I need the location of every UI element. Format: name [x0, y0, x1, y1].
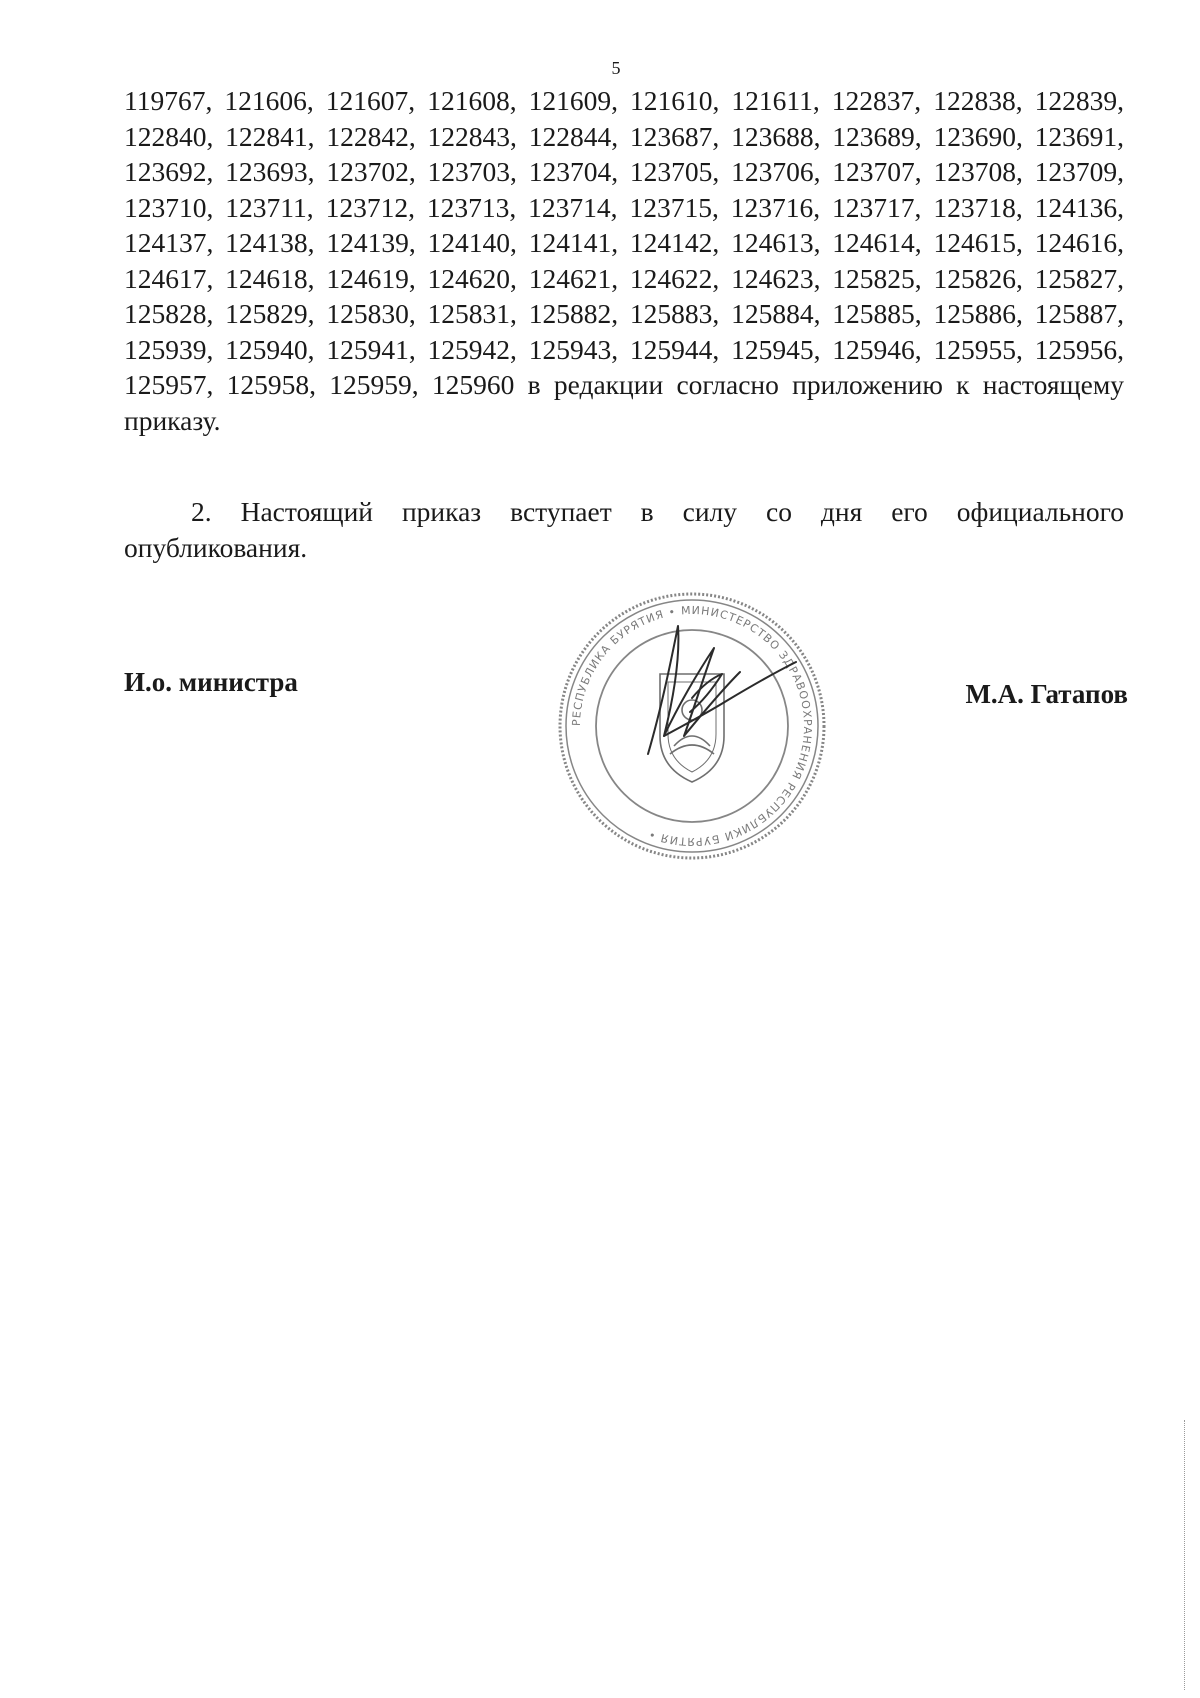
coat-of-arms-icon [660, 674, 724, 782]
svg-text:РЕСПУБЛИКА БУРЯТИЯ • МИНИСТЕРС: РЕСПУБЛИКА БУРЯТИЯ • МИНИСТЕРСТВО ЗДРАВООХРАНЕНИЯ РЕСПУБЛИКИ БУРЯТИЯ • [569, 603, 815, 849]
paragraph-1-line: 123692, 123693, 123702, 123703, 123704, 123705, 123706, 123707, 123708, 123709, [124, 156, 1124, 187]
paragraph-1-line: 125828, 125829, 125830, 125831, 125882, 125883, 125884, 125885, 125886, 125887, [124, 298, 1124, 329]
page-number: 5 [611, 58, 621, 78]
paragraph-1-line: 125957, 125958, 125959, 125960 в редакции согласно приложению к настоящему [124, 369, 1124, 400]
paragraph-2-line-1-text: 2. Настоящий приказ вступает в силу со дня его официального [191, 496, 1124, 527]
paragraph-2-line-1 [124, 494, 1124, 530]
scan-edge-divider [1184, 1420, 1186, 1690]
paragraph-1-line: 123710, 123711, 123712, 123713, 123714, 123715, 123716, 123717, 123718, 124136, [124, 191, 1124, 223]
paragraph-2 [124, 494, 1124, 565]
signatory-title: И.о. министра [124, 667, 298, 697]
paragraph-1-line: 119767, 121606, 121607, 121608, 121609, 121610, 121611, 122837, 122838, 122839, [124, 85, 1124, 116]
paragraph-2-line-2: опубликования. [124, 531, 308, 563]
paragraph-1-line: 124617, 124618, 124619, 124620, 124621, 124622, 124623, 125825, 125826, 125827, [124, 262, 1124, 294]
paragraph-1-line: 122840, 122841, 122842, 122843, 122844, 123687, 123688, 123689, 123690, 123691, [124, 120, 1124, 152]
signatory-name: М.А. Гатапов [965, 679, 1128, 709]
official-seal-stamp [552, 586, 832, 866]
paragraph-1 [124, 83, 1124, 438]
paragraph-1-line: 124137, 124138, 124139, 124140, 124141, 124142, 124613, 124614, 124615, 124616, [124, 227, 1124, 258]
paragraph-1-line: 125939, 125940, 125941, 125942, 125943, 125944, 125945, 125946, 125955, 125956, [124, 333, 1124, 365]
paragraph-1-line: приказу. [124, 404, 221, 436]
